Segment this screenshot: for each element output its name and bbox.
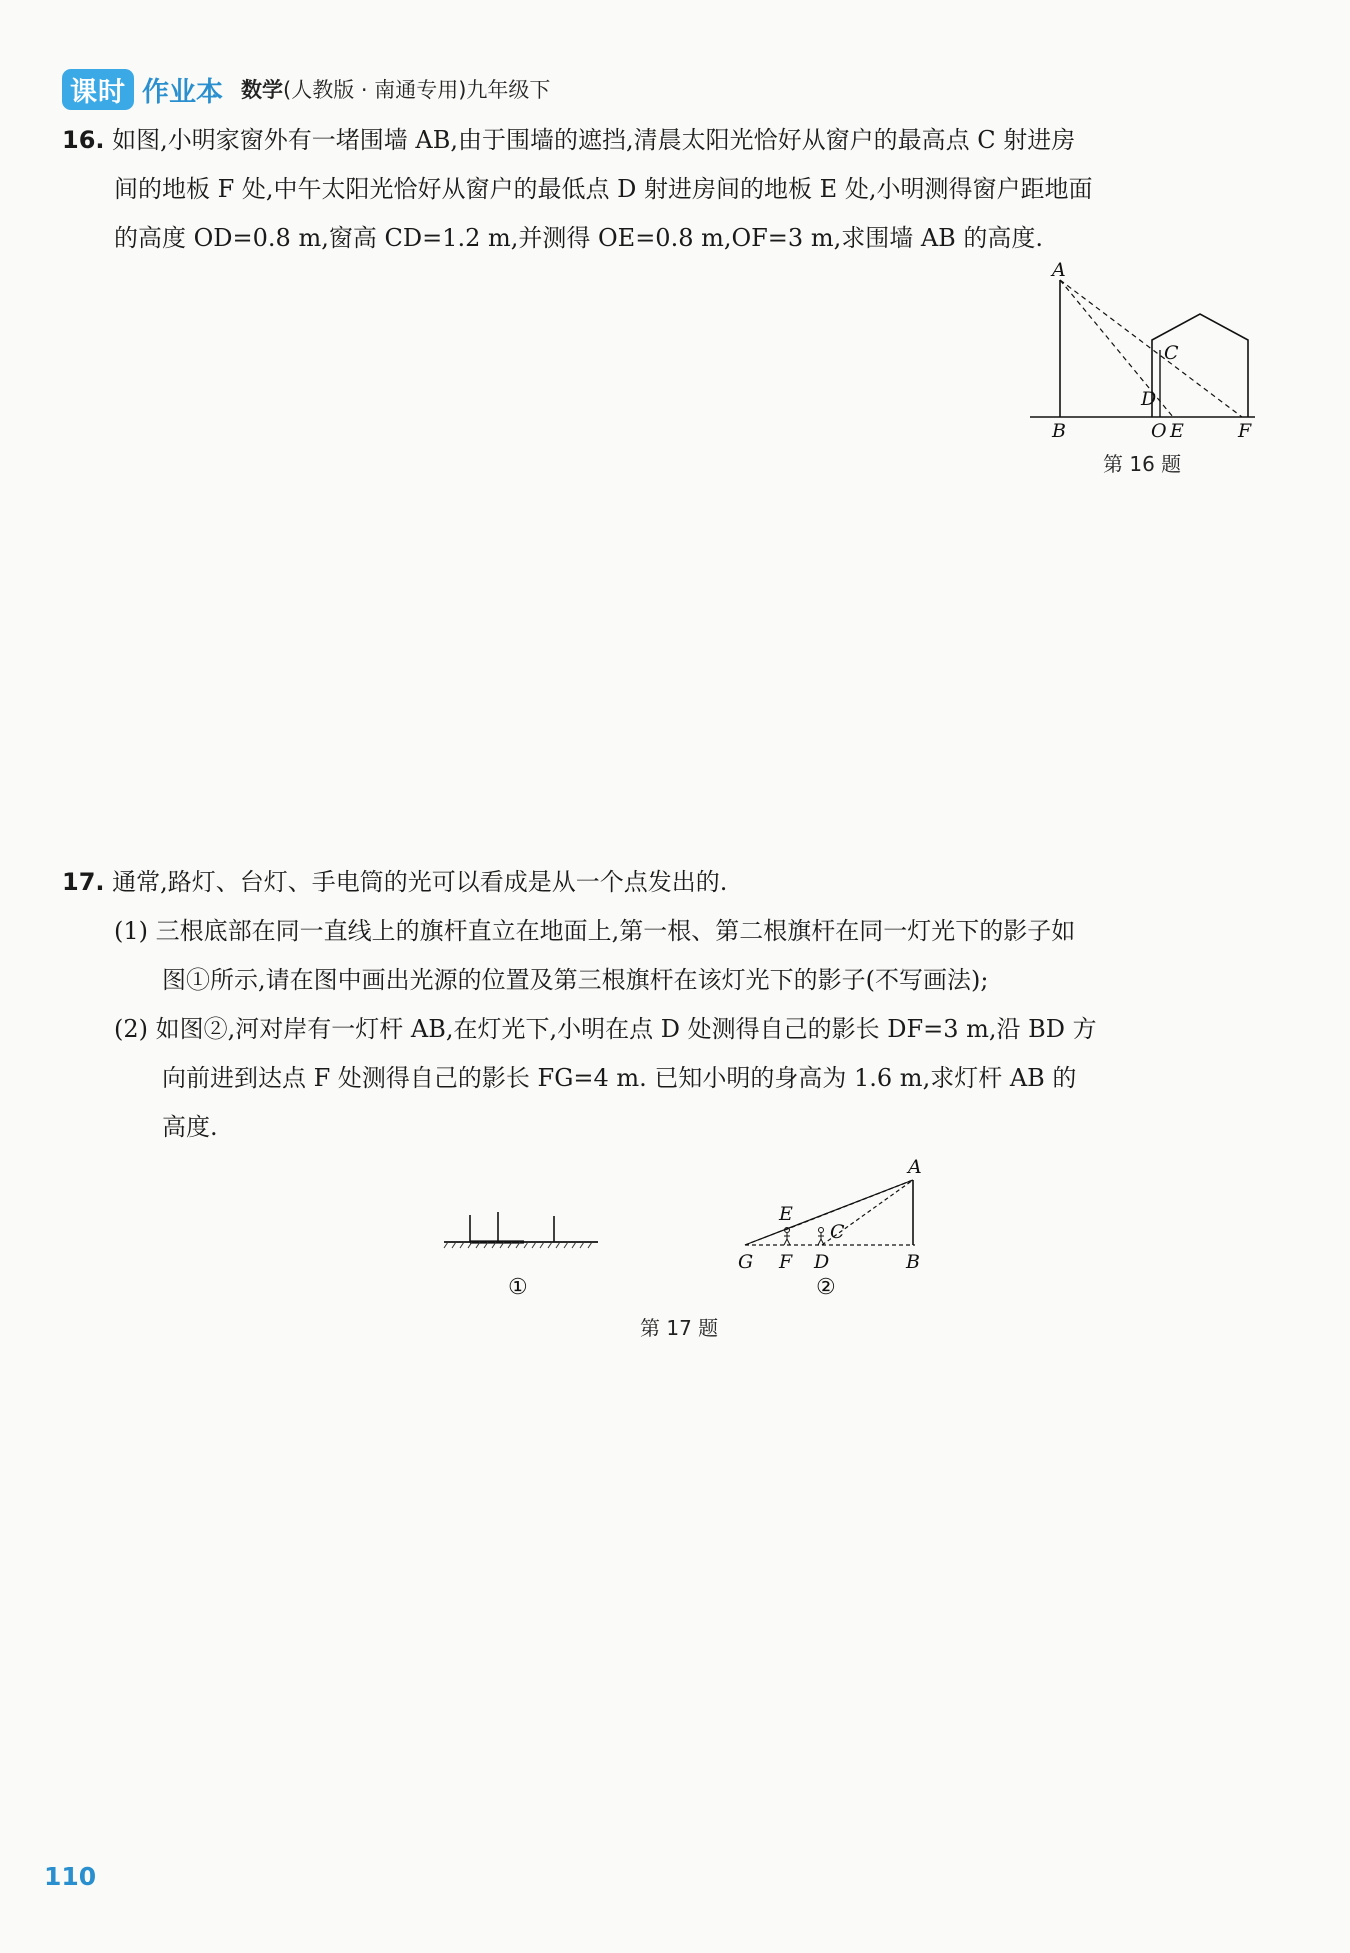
figure-17-caption: 第 17 题 bbox=[640, 1316, 719, 1340]
fig16-label-A: A bbox=[1052, 262, 1066, 281]
fig16-label-C: C bbox=[1164, 342, 1179, 364]
q16-line2: 间的地板 F 处,中午太阳光恰好从窗户的最低点 D 射进房间的地板 E 处,小明测得窗户距地面 bbox=[114, 175, 1093, 203]
fig17-label-A: A bbox=[908, 1156, 922, 1178]
fig16-label-D: D bbox=[1141, 388, 1157, 410]
question-17 bbox=[62, 858, 1262, 1152]
fig17-label-D: D bbox=[814, 1251, 830, 1273]
page-header bbox=[62, 70, 550, 108]
figure-17-2 bbox=[730, 1150, 940, 1300]
page-number: 110 bbox=[44, 1862, 97, 1891]
q17-number: 17. bbox=[62, 868, 105, 896]
q17-p2-line2: 向前进到达点 F 处测得自己的影长 FG=4 m. 已知小明的身高为 1.6 m,求灯杆 AB 的 bbox=[162, 1064, 1077, 1092]
q17-intro-line bbox=[62, 858, 1262, 907]
logo: 课时 bbox=[62, 69, 134, 110]
figure-16 bbox=[1030, 262, 1270, 442]
fig16-label-E: E bbox=[1170, 420, 1184, 442]
subject-line bbox=[241, 74, 550, 104]
q16-line3: 的高度 OD=0.8 m,窗高 CD=1.2 m,并测得 OE=0.8 m,OF=3 m,求围墙 AB 的高度. bbox=[114, 224, 1044, 252]
q17-p2-line1: (2) 如图②,河对岸有一灯杆 AB,在灯光下,小明在点 D 处测得自己的影长 DF=3 m,沿 BD 方 bbox=[114, 1015, 1097, 1043]
fig17-label-C: C bbox=[830, 1221, 845, 1243]
q16-text1: 如图,小明家窗外有一堵围墙 AB,由于围墙的遮挡,清晨太阳光恰好从窗户的最高点 C 射进房 bbox=[112, 126, 1076, 154]
fig17-label-G: G bbox=[738, 1251, 754, 1273]
fig16-label-O: O bbox=[1151, 420, 1167, 442]
fig17-label-1: ① bbox=[508, 1275, 528, 1300]
fig17-label-2: ② bbox=[816, 1275, 836, 1300]
figure-17-1 bbox=[440, 1200, 605, 1300]
q16-number: 16. bbox=[62, 126, 105, 154]
figure-16-caption: 第 16 题 bbox=[1103, 452, 1182, 476]
subject-rest: (人教版 · 南通专用)九年级下 bbox=[283, 78, 551, 102]
q17-intro: 通常,路灯、台灯、手电筒的光可以看成是从一个点发出的. bbox=[112, 868, 728, 896]
fig17-label-F: F bbox=[779, 1251, 793, 1273]
fig17-label-B: B bbox=[906, 1251, 920, 1273]
fig16-label-F: F bbox=[1238, 420, 1252, 442]
q16-line1 bbox=[62, 116, 1262, 165]
subject-bold: 数学 bbox=[241, 78, 283, 102]
q17-p1-line1: (1) 三根底部在同一直线上的旗杆直立在地面上,第一根、第二根旗杆在同一灯光下的影子如 bbox=[114, 917, 1076, 945]
q17-p1-line2: 图①所示,请在图中画出光源的位置及第三根旗杆在该灯光下的影子(不写画法); bbox=[162, 966, 989, 994]
question-16 bbox=[62, 116, 1262, 263]
brand-name: 作业本 bbox=[142, 76, 223, 108]
fig17-label-E: E bbox=[779, 1203, 793, 1225]
fig16-label-B: B bbox=[1052, 420, 1066, 442]
q17-p2-line3: 高度. bbox=[162, 1113, 218, 1141]
